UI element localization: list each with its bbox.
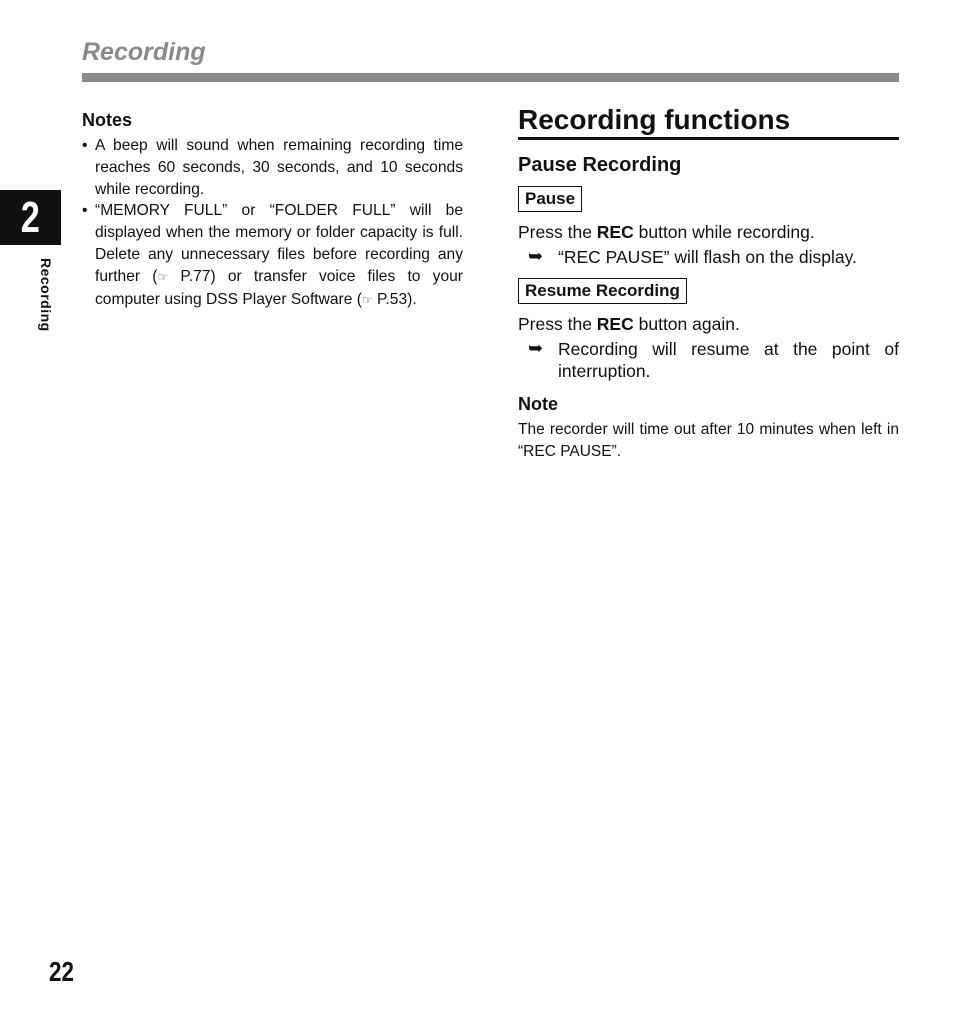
pause-instruction bbox=[518, 221, 899, 243]
notes-list-item bbox=[82, 200, 463, 311]
result-arrow-icon: ➥ bbox=[528, 246, 544, 266]
note-text: “MEMORY FULL” or “FOLDER FULL” will be displayed when the memory or folder capacity is full. Delete any unnecessary files before recording any further ( bbox=[95, 202, 463, 285]
notes-heading: Notes bbox=[82, 110, 133, 130]
note-text: ) or transfer voice files to your computer using DSS Player Software ( bbox=[95, 267, 463, 308]
note-text: A beep will sound when remaining recording time reaches 60 seconds, 30 seconds, and 10 seconds while recording. bbox=[95, 137, 463, 198]
reference-hand-icon: ☞ bbox=[157, 269, 169, 284]
note-text: ). bbox=[407, 290, 417, 308]
notes-list bbox=[82, 135, 463, 311]
rec-key-label: REC bbox=[596, 314, 634, 334]
section-title: Recording bbox=[82, 38, 206, 66]
instruction-text: button while recording. bbox=[633, 222, 815, 242]
page-number bbox=[49, 956, 80, 988]
pause-label-box: Pause bbox=[518, 186, 582, 212]
page-reference-link[interactable]: P.53 bbox=[377, 290, 408, 308]
resume-label-box: Resume Recording bbox=[518, 278, 687, 304]
instruction-text: button again. bbox=[633, 314, 740, 334]
header-divider-bar bbox=[82, 73, 899, 82]
resume-instruction bbox=[518, 313, 899, 335]
chapter-number: 2 bbox=[20, 192, 41, 242]
note-text: The recorder will time out after 10 minutes when left in “REC PAUSE”. bbox=[518, 421, 899, 460]
notes-column bbox=[82, 110, 463, 311]
notes-list-item bbox=[82, 135, 463, 200]
pause-result bbox=[528, 246, 899, 268]
result-text: Recording will resume at the point of interruption. bbox=[558, 339, 899, 381]
chapter-side-label: Recording bbox=[38, 258, 54, 332]
instruction-text: Press the bbox=[518, 314, 597, 334]
note-heading: Note bbox=[518, 394, 558, 414]
reference-hand-icon: ☞ bbox=[361, 292, 373, 307]
result-text: “REC PAUSE” will flash on the display. bbox=[558, 247, 857, 267]
instruction-text: Press the bbox=[518, 222, 597, 242]
rec-key-label: REC bbox=[596, 222, 634, 242]
chapter-tab bbox=[0, 190, 61, 245]
result-arrow-icon: ➥ bbox=[528, 338, 544, 358]
resume-result bbox=[528, 338, 899, 382]
page-number-text: 22 bbox=[49, 956, 74, 987]
page-reference-link[interactable]: P.77 bbox=[180, 267, 211, 285]
sub-heading: Pause Recording bbox=[518, 154, 682, 176]
main-heading: Recording functions bbox=[518, 103, 899, 140]
spacer bbox=[518, 268, 899, 278]
recording-functions-column bbox=[518, 103, 899, 463]
